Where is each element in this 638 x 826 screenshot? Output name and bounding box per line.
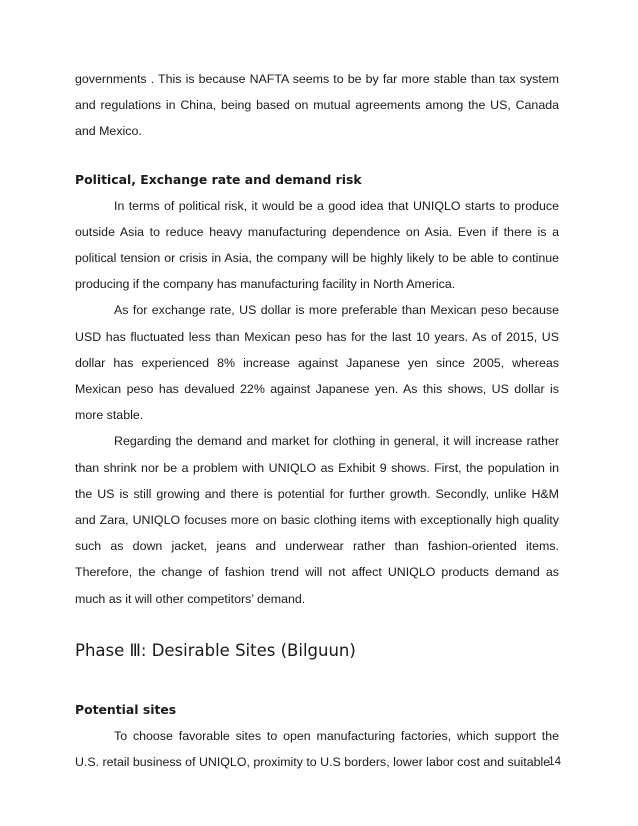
- section-heading-potential-sites: Potential sites: [75, 701, 177, 717]
- paragraph-nafta-stability: governments . This is because NAFTA seems to be by far more stable than tax system and regulations in China, being based on mutual agreements among the US, Canada and Mexico.: [75, 72, 559, 139]
- page-number: 14: [548, 756, 561, 768]
- paragraph-political-risk: In terms of political risk, it would be a good idea that UNIQLO starts to produce outside Asia to reduce heavy manufacturing dependence on Asia. Even if there is a political tension or crisis in Asia, the company will be highly likely to be able to continue producing if the company has manufacturing facility in North America.: [75, 198, 559, 292]
- section-heading-phase-iii: Phase Ⅲ: Desirable Sites (Bilguun): [75, 640, 356, 660]
- paragraph-demand-market: Regarding the demand and market for clothing in general, it will increase rather than shrink nor be a problem with UNIQLO as Exhibit 9 shows. First, the population in the US is still growing and there is potential for further growth. Secondly, unlike H&M and Zara, UNIQLO focuses more on basic clothing items with exceptionally high quality such as down jacket, jeans and underwear rather than fashion-oriented items. Therefore, the change of fashion trend will not affect UNIQLO products demand as much as it will other competitors’ demand.: [75, 434, 559, 606]
- section-heading-political-risk: Political, Exchange rate and demand risk: [75, 171, 362, 187]
- page-content: [75, 66, 559, 775]
- paragraph-potential-sites: To choose favorable sites to open manufacturing factories, which support the U.S. retail business of UNIQLO, proximity to U.S borders, lower labor cost and suitable: [75, 728, 559, 770]
- paragraph-exchange-rate: As for exchange rate, US dollar is more preferable than Mexican peso because USD has fluctuated less than Mexican peso has for the last 10 years. As of 2015, US dollar has experienced 8% increase against Japanese yen since 2005, whereas Mexican peso has devalued 22% against Japanese yen. As this shows, US dollar is more stable.: [75, 303, 559, 423]
